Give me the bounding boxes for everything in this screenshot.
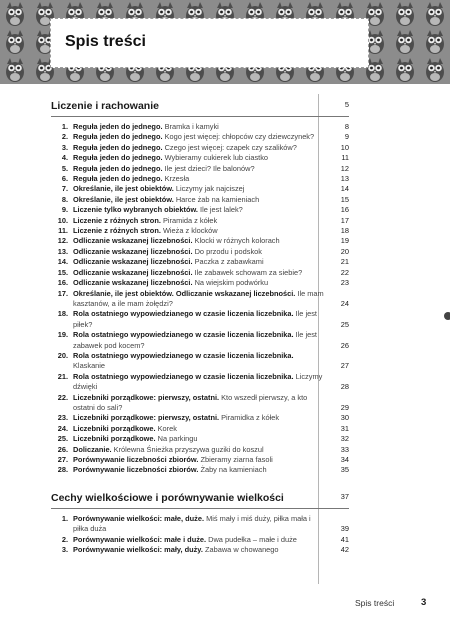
entry-subtitle: Piramidka z kółek: [219, 413, 280, 423]
toc-entry[interactable]: [51, 545, 349, 555]
entry-topic: Liczenie z różnych stron.: [73, 226, 161, 236]
entry-subtitle: Do przodu i podskok: [192, 246, 262, 256]
toc-entry[interactable]: [51, 413, 349, 423]
entry-number: 7.: [61, 184, 68, 194]
section-header: [51, 486, 349, 509]
entry-topic: Liczenie tylko wybranych obiektów.: [73, 205, 198, 215]
entry-subtitle: Miś mały i miś duży, piłka mała i piłka duża: [73, 513, 311, 534]
toc-entry[interactable]: [51, 205, 349, 215]
entry-page-number: 16: [340, 205, 349, 215]
entry-page-number: 24: [340, 298, 349, 308]
toc-entry[interactable]: [51, 289, 349, 310]
entry-subtitle: Królewna Śnieżka przyszywa guziki do koszul: [111, 444, 264, 454]
entry-topic: Liczebniki porządkowe.: [73, 423, 156, 433]
entry-text: [73, 351, 325, 372]
entry-number: 24.: [57, 423, 68, 433]
section-title: Cechy wielkościowe i porównywanie wielkości: [51, 491, 284, 504]
entry-text: [73, 278, 325, 288]
entry-topic: Porównywanie wielkości: małe, duże.: [73, 513, 205, 523]
section-title: Liczenie i rachowanie: [51, 100, 159, 112]
title-box: [50, 18, 369, 68]
entry-page-number: 25: [340, 319, 349, 329]
entry-number: 2.: [61, 534, 68, 544]
entry-text: [73, 236, 325, 246]
entry-number: 22.: [57, 392, 68, 402]
entry-page-number: 21: [340, 257, 349, 267]
toc-entry[interactable]: [51, 278, 349, 288]
entry-subtitle: Ile jest zabawek pod kocem?: [73, 330, 317, 350]
entry-subtitle: Zabawa w chowanego: [202, 545, 279, 555]
entry-topic: Rola ostatniego wypowiedzianego w czasie liczenia liczebnika.: [73, 330, 294, 340]
entry-subtitle: Korek: [155, 423, 177, 433]
section-page-number: 5: [344, 100, 349, 109]
toc-entry[interactable]: [51, 164, 349, 174]
entry-subtitle: Krzesła: [162, 174, 190, 184]
toc-entry[interactable]: [51, 153, 349, 163]
entry-text: [73, 153, 325, 163]
entry-page-number: 35: [340, 465, 349, 475]
toc-entry[interactable]: [51, 434, 349, 444]
entry-subtitle: Bramka i kamyki: [162, 122, 219, 131]
entry-text: [73, 424, 325, 434]
entry-topic: Określanie, ile jest obiektów. Odliczanie wskazanej liczebności.: [73, 288, 296, 298]
entry-number: 6.: [61, 174, 68, 184]
entry-text: [73, 545, 325, 555]
entry-page-number: 23: [340, 278, 349, 288]
entry-number: 9.: [61, 205, 68, 215]
entry-page-number: 34: [340, 455, 349, 464]
entry-page-number: 26: [340, 340, 349, 350]
toc-entry[interactable]: [51, 226, 349, 236]
entry-subtitle: Kto wszedł pierwszy, a kto ostatni do sali?: [73, 392, 308, 412]
entry-text: [73, 205, 325, 215]
entry-number: 10.: [57, 215, 68, 225]
entry-text: [73, 184, 325, 194]
entry-page-number: 10: [340, 142, 349, 152]
entry-subtitle: Czego jest więcej: czapek czy szalików?: [162, 142, 297, 152]
entry-number: 12.: [57, 236, 68, 246]
entry-text: [73, 122, 325, 132]
entry-number: 16.: [57, 278, 68, 288]
entry-text: [73, 247, 325, 257]
entry-page-number: 14: [340, 184, 349, 194]
entry-text: [73, 174, 325, 184]
entry-topic: Rola ostatniego wypowiedzianego w czasie liczenia liczebnika.: [73, 371, 294, 381]
toc-entry[interactable]: [51, 393, 349, 414]
entry-subtitle: Klocki w różnych kolorach: [192, 236, 280, 246]
entry-subtitle: Żaby na kamieniach: [198, 465, 267, 475]
entry-text: [73, 289, 325, 310]
entry-page-number: 22: [340, 267, 349, 277]
owl-pattern-banner: [0, 0, 450, 84]
entry-subtitle: Na parkingu: [155, 434, 198, 444]
entry-page-number: 33: [340, 444, 349, 454]
toc-entry[interactable]: [51, 216, 349, 226]
entry-topic: Reguła jeden do jednego.: [73, 174, 163, 184]
entry-number: 4.: [61, 153, 68, 163]
entry-number: 8.: [61, 194, 68, 204]
toc-entry[interactable]: [51, 535, 349, 545]
toc-entry[interactable]: [51, 465, 349, 475]
table-of-contents: [51, 94, 349, 555]
entry-topic: Liczebniki porządkowe: pierwszy, ostatni.: [73, 392, 220, 402]
entry-text: [73, 268, 325, 278]
entry-number: 28.: [57, 465, 68, 475]
entry-topic: Odliczanie wskazanej liczebności.: [73, 246, 193, 256]
entry-subtitle: Liczymy dźwięki: [73, 371, 323, 392]
entry-page-number: 20: [340, 246, 349, 256]
entry-text: [73, 465, 325, 475]
entry-page-number: 28: [340, 382, 349, 392]
entry-text: [73, 164, 325, 174]
toc-entry[interactable]: [51, 132, 349, 142]
entry-topic: Porównywanie liczebności zbiorów.: [73, 455, 199, 464]
entry-topic: Reguła jeden do jednego.: [73, 153, 163, 163]
entry-subtitle: Wybieramy cukierek lub ciastko: [162, 153, 269, 163]
entry-page-number: 27: [340, 361, 349, 371]
entry-subtitle: Harce żab na kamieniach: [173, 194, 260, 204]
entry-topic: Porównywanie wielkości: małe i duże.: [73, 534, 207, 544]
entry-page-number: 32: [340, 434, 349, 444]
entry-subtitle: Kogo jest więcej: chłopców czy dziewczynek?: [162, 132, 315, 142]
edge-marker-icon: [444, 312, 450, 320]
footer-page-number: 3: [421, 597, 427, 608]
entry-topic: Doliczanie.: [73, 444, 112, 454]
entry-subtitle: Ile zabawek schowam za siebie?: [192, 267, 303, 277]
entry-number: 27.: [57, 455, 68, 464]
entry-number: 14.: [57, 257, 68, 267]
toc-entry[interactable]: [51, 330, 349, 351]
entry-topic: Odliczanie wskazanej liczebności.: [73, 236, 193, 246]
entry-subtitle: Na wiejskim podwórku: [192, 278, 269, 288]
toc-entry[interactable]: [51, 351, 349, 372]
entry-topic: Liczebniki porządkowe.: [73, 434, 156, 444]
section-header: [51, 94, 349, 117]
entry-text: [73, 455, 325, 465]
entry-page-number: 19: [340, 236, 349, 246]
entry-number: 5.: [61, 163, 68, 173]
entry-text: [73, 330, 325, 351]
entry-topic: Odliczanie wskazanej liczebności.: [73, 278, 193, 288]
entry-page-number: 42: [340, 545, 349, 555]
entry-page-number: 8: [344, 122, 349, 131]
entry-page-number: 13: [340, 174, 349, 184]
entry-text: [73, 445, 325, 455]
toc-entry[interactable]: [51, 372, 349, 393]
toc-entry[interactable]: [51, 195, 349, 205]
entry-page-number: 12: [340, 163, 349, 173]
entry-topic: Liczebniki porządkowe: pierwszy, ostatni.: [73, 413, 220, 423]
entry-number: 21.: [57, 371, 68, 381]
entry-text: [73, 372, 325, 393]
section-page-number: 37: [340, 491, 349, 501]
entry-topic: Odliczanie wskazanej liczebności.: [73, 267, 193, 277]
entry-number: 18.: [57, 309, 68, 319]
entry-topic: Porównywanie wielkości: mały, duży.: [73, 545, 203, 555]
entry-text: [73, 309, 325, 330]
entry-page-number: 31: [340, 423, 349, 433]
entry-page-number: 11: [341, 153, 349, 163]
entry-page-number: 30: [340, 413, 349, 423]
entry-page-number: 18: [340, 226, 349, 236]
toc-entry[interactable]: [51, 424, 349, 434]
entry-text: [73, 535, 325, 545]
toc-entry[interactable]: [51, 455, 349, 465]
toc-entry[interactable]: [51, 247, 349, 257]
page-title: Spis treści: [65, 33, 146, 50]
entry-topic: Odliczanie wskazanej liczebności.: [73, 257, 193, 267]
entry-text: [73, 413, 325, 423]
entry-page-number: 41: [340, 534, 349, 544]
entry-subtitle: Liczymy jak najciszej: [173, 184, 245, 194]
entry-text: [73, 434, 325, 444]
entry-subtitle: Dwa pudełka – małe i duże: [206, 534, 297, 544]
entry-topic: Określanie, ile jest obiektów.: [73, 194, 174, 204]
entry-page-number: 29: [340, 402, 349, 412]
entry-text: [73, 216, 325, 226]
toc-entry[interactable]: [51, 184, 349, 194]
entry-topic: Reguła jeden do jednego.: [73, 132, 163, 142]
entry-subtitle: Ile jest lalek?: [198, 205, 243, 215]
entry-number: 20.: [57, 350, 68, 360]
entry-topic: Porównywanie liczebności zbiorów.: [73, 465, 199, 475]
entry-topic: Określanie, ile jest obiektów.: [73, 184, 174, 194]
toc-entry[interactable]: [51, 445, 349, 455]
entry-subtitle: Piramida z kółek: [160, 215, 218, 225]
toc-entry[interactable]: [51, 236, 349, 246]
toc-entry[interactable]: [51, 122, 349, 132]
entry-page-number: 17: [340, 215, 349, 225]
toc-entry[interactable]: [51, 257, 349, 267]
entry-topic: Rola ostatniego wypowiedzianego w czasie liczenia liczebnika.: [73, 309, 294, 319]
entry-number: 3.: [61, 142, 68, 152]
entry-subtitle: Klaskanie: [73, 361, 106, 371]
entry-text: [73, 514, 325, 535]
entry-topic: Liczenie z różnych stron.: [73, 215, 161, 225]
entry-number: 3.: [61, 545, 68, 555]
toc-entry[interactable]: [51, 143, 349, 153]
entry-page-number: 9: [344, 132, 349, 142]
entry-subtitle: Paczka z zabawkami: [192, 257, 264, 267]
entry-page-number: 39: [340, 524, 349, 534]
toc-entry[interactable]: [51, 268, 349, 278]
entry-text: [73, 195, 325, 205]
entry-number: 26.: [57, 444, 68, 454]
toc-entry[interactable]: [51, 174, 349, 184]
entry-number: 23.: [57, 413, 68, 423]
entry-number: 11.: [58, 226, 68, 236]
entry-text: [73, 393, 325, 414]
entry-text: [73, 132, 325, 142]
entry-number: 13.: [57, 246, 68, 256]
entry-subtitle: Ile mam kasztanów, a ile mam żołędzi?: [73, 288, 324, 308]
entry-text: [73, 143, 325, 153]
entry-topic: Reguła jeden do jednego.: [73, 142, 163, 152]
entry-number: 15.: [57, 267, 68, 277]
toc-entry[interactable]: [51, 514, 349, 535]
entry-subtitle: Wieża z klocków: [160, 226, 218, 236]
entry-text: [73, 226, 325, 236]
entry-number: 17.: [57, 288, 68, 298]
entry-topic: Rola ostatniego wypowiedzianego w czasie liczenia liczebnika.: [73, 350, 294, 360]
entry-number: 2.: [61, 132, 68, 142]
entry-subtitle: Ile jest dzieci? Ile balonów?: [162, 163, 255, 173]
entry-page-number: 15: [340, 194, 349, 204]
entry-topic: Reguła jeden do jednego.: [73, 163, 163, 173]
toc-entry[interactable]: [51, 309, 349, 330]
entry-number: 1.: [61, 513, 68, 523]
entry-number: 25.: [57, 434, 68, 444]
entry-text: [73, 257, 325, 267]
entry-subtitle: Ile jest piłek?: [73, 309, 317, 329]
footer-label: Spis treści: [355, 598, 395, 608]
entry-number: 1.: [61, 122, 68, 131]
entry-subtitle: Zbieramy ziarna fasoli: [198, 455, 273, 464]
entry-number: 19.: [57, 330, 68, 340]
entry-topic: Reguła jeden do jednego.: [73, 122, 163, 131]
